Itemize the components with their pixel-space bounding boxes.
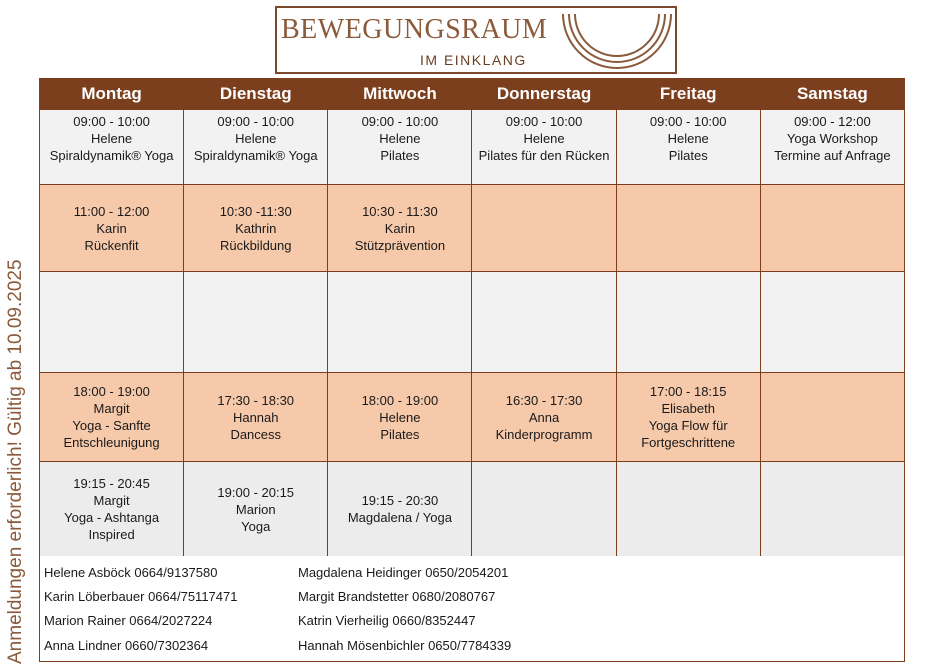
class-cell [40, 110, 184, 185]
day-header: Freitag [616, 79, 760, 110]
class-detail: Helene [90, 131, 133, 146]
class-cell [472, 272, 616, 373]
class-cell [760, 373, 904, 462]
class-detail: Fortgeschrittene [641, 435, 736, 450]
registration-note: Anmeldungen erforderlich! Gültig ab 10.09.2025 [5, 259, 26, 664]
class-cell [328, 272, 472, 373]
class-detail: Anna [528, 409, 560, 425]
class-time: 18:00 - 19:00 [361, 392, 439, 408]
class-detail: Pilates [668, 148, 708, 163]
contact-entry: Karin Löberbauer 0664/75117471 [44, 589, 238, 604]
class-time: 09:00 - 10:00 [73, 114, 150, 129]
contact-entry: Hannah Mösenbichler 0650/7784339 [298, 638, 512, 653]
logo-subtitle: IM EINKLANG [420, 52, 527, 68]
class-detail: Yoga Flow für [648, 418, 728, 433]
class-cell [184, 272, 328, 373]
day-header-row [40, 79, 905, 110]
class-cell [472, 373, 616, 462]
class-detail: Dancess [230, 426, 282, 442]
class-detail: Inspired [88, 527, 135, 542]
class-detail: Pilates [380, 148, 420, 163]
logo-title: BEWEGUNGSRAUM [281, 14, 548, 45]
class-cell [616, 373, 760, 462]
class-time: 09:00 - 10:00 [505, 114, 583, 129]
schedule-row [40, 462, 905, 557]
class-cell [472, 110, 616, 185]
class-detail: Helene [235, 131, 277, 146]
contact-entry: Katrin Vierheilig 0660/8352447 [298, 613, 476, 628]
class-cell [40, 272, 184, 373]
class-detail: Pilates für den Rücken [478, 148, 610, 163]
class-cell [472, 185, 616, 272]
class-detail: Yoga [241, 518, 271, 534]
class-detail: Karin [96, 220, 127, 236]
class-cell [616, 185, 760, 272]
class-cell [760, 462, 904, 557]
class-detail: Helene [379, 409, 421, 425]
class-detail: Margit [93, 401, 130, 416]
contact-entry: Margit Brandstetter 0680/2080767 [298, 589, 496, 604]
class-time: 09:00 - 10:00 [361, 114, 439, 129]
class-detail: Termine auf Anfrage [774, 148, 891, 163]
class-cell [184, 462, 328, 557]
class-time: 10:30 -11:30 [219, 203, 292, 219]
class-cell [328, 110, 472, 185]
class-cell [328, 373, 472, 462]
class-detail: Yoga - Sanfte [72, 418, 151, 433]
class-time: 19:15 - 20:45 [73, 476, 150, 491]
day-header: Samstag [760, 79, 904, 110]
class-cell [760, 185, 904, 272]
contact-entry: Marion Rainer 0664/2027224 [44, 613, 213, 628]
contact-entry: Magdalena Heidinger 0650/2054201 [298, 565, 509, 580]
weekly-schedule-table [39, 78, 905, 557]
class-cell [616, 462, 760, 557]
class-time: 17:30 - 18:30 [217, 392, 295, 408]
class-detail: Magdalena / Yoga [347, 510, 452, 525]
class-detail: Helene [523, 131, 565, 146]
class-detail: Yoga - Ashtanga [64, 510, 160, 525]
class-detail: Kathrin [235, 220, 277, 236]
day-header: Donnerstag [472, 79, 616, 110]
class-cell [184, 110, 328, 185]
class-time: 09:00 - 10:00 [649, 114, 727, 129]
class-time: 10:30 - 11:30 [362, 203, 438, 219]
logo-arc-icon [559, 14, 675, 72]
class-detail: Spiraldynamik® Yoga [193, 148, 318, 163]
class-cell [40, 373, 184, 462]
class-time: 16:30 - 17:30 [505, 392, 583, 408]
class-time: 11:00 - 12:00 [73, 203, 150, 219]
class-time: 09:00 - 12:00 [794, 114, 871, 129]
class-detail: Pilates [380, 426, 420, 442]
class-time: 19:15 - 20:30 [361, 493, 439, 508]
class-detail: Margit [93, 493, 130, 508]
class-time: 17:00 - 18:15 [649, 384, 727, 399]
class-time: 18:00 - 19:00 [73, 384, 150, 399]
day-header: Dienstag [184, 79, 328, 110]
class-cell [616, 272, 760, 373]
class-cell [40, 462, 184, 557]
contact-entry: Helene Asböck 0664/9137580 [44, 565, 218, 580]
class-cell [328, 462, 472, 557]
class-cell [616, 110, 760, 185]
day-header: Mittwoch [328, 79, 472, 110]
class-time: 09:00 - 10:00 [217, 114, 295, 129]
class-cell [328, 185, 472, 272]
class-cell [472, 462, 616, 557]
class-cell [184, 185, 328, 272]
class-detail: Karin [384, 220, 416, 236]
day-header: Montag [40, 79, 184, 110]
class-detail: Marion [235, 501, 276, 517]
class-detail: Kinderprogramm [495, 426, 593, 442]
studio-logo [275, 6, 677, 74]
class-detail: Elisabeth [661, 401, 715, 416]
schedule-row [40, 110, 905, 185]
class-detail: Hannah [232, 409, 279, 425]
schedule-row [40, 373, 905, 462]
class-detail: Rückenfit [84, 237, 139, 253]
class-detail: Helene [379, 131, 421, 146]
schedule-row [40, 272, 905, 373]
class-detail: Helene [667, 131, 709, 146]
class-cell [760, 272, 904, 373]
class-detail: Stützprävention [354, 237, 446, 253]
class-cell [760, 110, 904, 185]
class-time: 19:00 - 20:15 [217, 484, 295, 500]
contact-entry: Anna Lindner 0660/7302364 [44, 638, 209, 653]
class-detail: Entschleunigung [63, 435, 160, 450]
schedule-row [40, 185, 905, 272]
class-cell [40, 185, 184, 272]
class-detail: Spiraldynamik® Yoga [49, 148, 174, 163]
contact-list [39, 556, 905, 662]
class-detail: Rückbildung [219, 237, 292, 253]
class-detail: Yoga Workshop [786, 131, 878, 146]
class-cell [184, 373, 328, 462]
